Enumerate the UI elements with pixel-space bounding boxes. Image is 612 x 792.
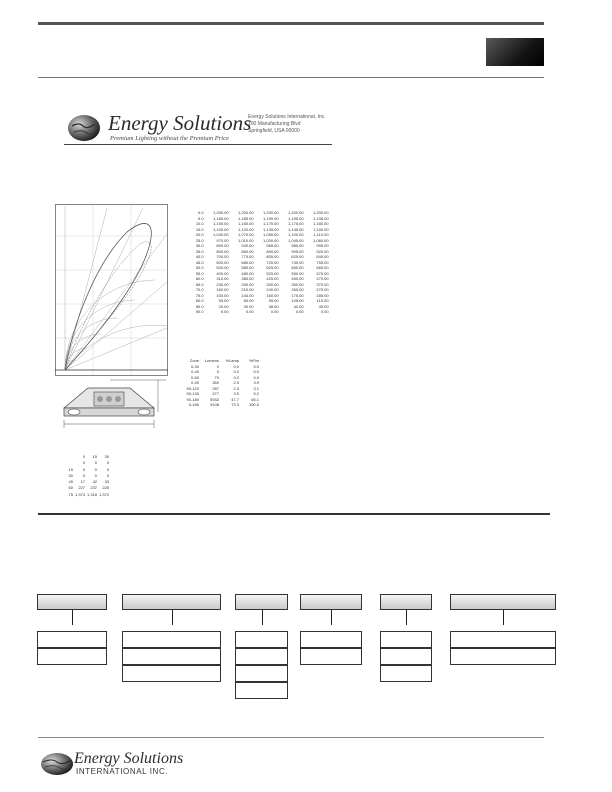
banner-tagline: Premium Lighting without the Premium Price — [110, 135, 229, 142]
table-cell: 1,040.00 — [213, 232, 229, 237]
table-cell: 665.00 — [316, 265, 329, 270]
table-cell: 0.00 — [270, 309, 279, 314]
table-cell: 680.00 — [241, 259, 254, 265]
table-cell: 0-90 — [190, 380, 199, 385]
ordering-connector — [331, 610, 332, 625]
ordering-option-box — [235, 682, 288, 699]
table-cell: 100.00 — [216, 292, 229, 298]
table-cell: 65.0 — [195, 281, 204, 287]
table-cell: 1,190.00 — [263, 215, 279, 221]
table-cell: 90.0 — [195, 309, 204, 314]
table-cell: 75 — [68, 491, 73, 497]
table-cell: 1,195.00 — [288, 215, 304, 221]
table-cell: 50.0 — [195, 265, 204, 270]
table-header-cell: %Fixt — [249, 358, 259, 363]
banner-address-line: Springfield, USA 00000 — [248, 128, 300, 134]
table-cell: 500.00 — [216, 265, 229, 270]
table-cell: 0.00 — [220, 309, 229, 314]
table-cell: 0.00 — [295, 309, 304, 314]
table-cell: 580.00 — [241, 265, 254, 270]
table-cell: 770.00 — [241, 254, 254, 259]
ordering-option-box — [122, 665, 221, 682]
table-cell: 60 — [68, 485, 73, 491]
table-cell: 5.2 — [253, 391, 259, 396]
table-cell: 0 — [106, 460, 110, 466]
table-cell: 0.00 — [245, 309, 254, 314]
ordering-option-box — [235, 631, 288, 648]
table-cell: 210.00 — [241, 287, 254, 292]
table-cell: 720.00 — [266, 259, 279, 265]
table-cell: 70.0 — [195, 287, 204, 292]
table-header-cell: 0 — [82, 454, 86, 459]
table-cell: 700.00 — [216, 254, 229, 259]
table-cell: 0 — [94, 472, 98, 478]
table-cell: 1,110.00 — [313, 232, 329, 237]
table-cell: 30 — [68, 472, 73, 478]
table-cell: 5932 — [210, 396, 219, 402]
globe-logo-icon — [67, 114, 101, 142]
fixture-section-drawing — [58, 378, 166, 430]
table-cell: 110.00 — [316, 298, 329, 303]
header-rule — [38, 77, 544, 78]
table-cell: 20.0 — [195, 232, 204, 237]
table-cell: 890.00 — [216, 243, 229, 248]
polar-candela-diagram — [55, 204, 168, 376]
table-cell: 90-130 — [186, 391, 199, 396]
table-cell: 0 — [216, 369, 219, 374]
table-cell: 1,120.00 — [238, 226, 254, 232]
ordering-option-box — [37, 648, 107, 665]
table-cell: 740.00 — [291, 259, 304, 265]
table-cell: 860.00 — [241, 248, 254, 254]
table-cell: 1,318 — [87, 491, 98, 497]
ordering-option-box — [235, 665, 288, 682]
table-cell: 45 — [68, 479, 73, 485]
section-rule — [38, 513, 550, 515]
table-cell: 1,070.00 — [238, 232, 254, 237]
table-cell: 477 — [212, 391, 219, 396]
table-cell: 35.0 — [195, 248, 204, 254]
table-cell: 0 — [94, 466, 98, 472]
footer-rule — [38, 737, 544, 738]
table-cell: 0-40 — [190, 369, 199, 374]
table-cell: 1,175.00 — [288, 221, 304, 226]
table-cell: 1,030.00 — [263, 237, 279, 243]
table-cell: 45.00 — [318, 303, 329, 309]
table-cell: 47.7 — [231, 396, 239, 402]
table-header-cell: Zone — [189, 358, 199, 363]
table-cell: 185.00 — [316, 292, 329, 298]
table-cell: 175.00 — [291, 292, 304, 298]
table-cell: 0.0 — [233, 374, 239, 380]
table-cell: 42.00 — [293, 303, 304, 309]
ordering-connector — [172, 610, 173, 625]
table-cell: 140.00 — [241, 292, 254, 298]
table-cell: 1,160.00 — [238, 221, 254, 226]
cone-of-light-table — [62, 454, 110, 498]
table-cell: 287 — [212, 385, 219, 391]
table-cell: 1,145.00 — [288, 226, 304, 232]
table-cell: 650.00 — [291, 265, 304, 270]
table-cell: 600.00 — [216, 259, 229, 265]
table-cell: 970.00 — [216, 237, 229, 243]
table-cell: 5.0 — [198, 215, 204, 221]
table-cell: 1,180.00 — [213, 215, 229, 221]
table-cell: 237 — [90, 485, 98, 491]
table-cell: 73.3 — [231, 402, 239, 407]
table-cell: 160.00 — [266, 292, 279, 298]
table-cell: 1,090.00 — [263, 232, 279, 237]
ordering-option-box — [300, 648, 362, 665]
table-cell: 240.00 — [266, 287, 279, 292]
ordering-option-box — [380, 648, 432, 665]
table-cell: 1,198.00 — [313, 215, 329, 221]
table-cell: 55.00 — [218, 298, 229, 303]
table-cell: 1,100.00 — [288, 232, 304, 237]
table-row — [180, 309, 330, 315]
ordering-connector — [262, 610, 263, 625]
table-cell: 10.0 — [195, 221, 204, 226]
table-cell: 227 — [78, 485, 86, 491]
table-cell: 17 — [80, 479, 86, 485]
table-cell: 85.0 — [195, 303, 204, 309]
table-cell: 3.9 — [233, 391, 239, 396]
table-cell: 1,100.00 — [213, 226, 229, 232]
table-header-cell: 15 — [92, 454, 98, 459]
table-cell: 0 — [106, 466, 110, 472]
table-cell: 0.0 — [253, 363, 259, 369]
table-cell: 3.1 — [253, 385, 259, 391]
table-cell: 160.00 — [216, 287, 229, 292]
ordering-category-header — [450, 594, 556, 610]
candela-table — [180, 210, 330, 315]
table-cell: 0.00 — [320, 309, 329, 314]
table-cell: 2.3 — [233, 385, 239, 391]
banner-address-line: Energy Solutions International, Inc. — [248, 114, 326, 120]
table-cell: 40.0 — [195, 254, 204, 259]
ordering-connector — [406, 610, 407, 625]
table-cell: 90-120 — [186, 385, 199, 391]
table-cell: 75.0 — [195, 292, 204, 298]
banner-address — [248, 114, 326, 135]
table-cell: 0.0 — [233, 369, 239, 374]
table-cell: 450.00 — [291, 276, 304, 281]
table-cell: 550.00 — [291, 270, 304, 276]
ordering-category-header — [380, 594, 432, 610]
table-row — [62, 492, 110, 498]
table-cell: 0.0 — [253, 369, 259, 374]
table-cell: 30.00 — [243, 303, 254, 309]
table-cell: 260.00 — [291, 287, 304, 292]
table-cell: 1,372 — [99, 491, 110, 497]
ordering-category-header — [37, 594, 107, 610]
table-cell: 805.00 — [266, 254, 279, 259]
table-cell: 0-180 — [188, 402, 199, 407]
table-cell: 800.00 — [216, 248, 229, 254]
table-header-cell: %Lamp — [225, 358, 239, 363]
table-cell: 1,150.00 — [213, 221, 229, 226]
table-cell: 70 — [214, 374, 219, 380]
table-cell: 55.0 — [195, 270, 204, 276]
ordering-option-box — [380, 631, 432, 648]
table-cell: 225 — [102, 485, 110, 491]
table-cell: 965.00 — [266, 243, 279, 248]
table-cell: 30.0 — [195, 243, 204, 248]
table-cell: 1,135.00 — [263, 226, 279, 232]
table-cell: 940.00 — [241, 243, 254, 248]
table-cell: 310.00 — [216, 276, 229, 281]
ordering-category-header — [235, 594, 288, 610]
ordering-connector — [72, 610, 73, 625]
table-cell: 100.0 — [248, 402, 259, 407]
table-header-cell: Lumens — [204, 358, 219, 363]
ordering-option-box — [450, 631, 556, 648]
ordering-option-box — [380, 665, 432, 682]
table-cell: 90-180 — [186, 396, 199, 402]
table-cell: 105.00 — [291, 298, 304, 303]
table-cell: 380.00 — [241, 276, 254, 281]
table-cell: 995.00 — [316, 243, 329, 248]
banner-address-line: 100 Manufacturing Blvd — [248, 121, 301, 127]
table-cell: 0-30 — [190, 363, 199, 369]
table-cell: 1,060.00 — [313, 237, 329, 243]
table-cell: 65.1 — [251, 396, 259, 402]
table-cell: 0 — [216, 363, 219, 369]
table-cell: 1,374 — [75, 491, 86, 497]
table-cell: 570.00 — [316, 270, 329, 276]
table-cell: 0 — [94, 460, 98, 466]
table-cell: 525.00 — [266, 270, 279, 276]
table-row — [180, 402, 260, 408]
table-cell: 1,200.00 — [288, 210, 304, 215]
table-cell: 350 — [212, 380, 219, 385]
table-cell: 33 — [104, 479, 110, 485]
table-cell: 425.00 — [266, 276, 279, 281]
table-cell: 470.00 — [316, 276, 329, 281]
table-cell: 38.00 — [268, 303, 279, 309]
table-cell: 0 — [82, 466, 86, 472]
zonal-lumen-table — [180, 358, 260, 408]
ordering-category-header — [300, 594, 362, 610]
table-cell: 275.00 — [316, 287, 329, 292]
table-cell: 625.00 — [266, 265, 279, 270]
table-cell: 15.0 — [195, 226, 204, 232]
table-cell: 80.00 — [243, 298, 254, 303]
table-cell: 0 — [82, 472, 86, 478]
footer-company-subtitle: INTERNATIONAL INC. — [76, 767, 169, 776]
table-cell: 45.0 — [195, 259, 204, 265]
ordering-connector — [503, 610, 504, 625]
table-cell: 0.0 — [233, 363, 239, 369]
table-cell: 42 — [92, 479, 98, 485]
table-cell: 1,180.00 — [313, 221, 329, 226]
table-cell: 350.00 — [291, 281, 304, 287]
table-cell: 15 — [68, 466, 73, 472]
table-cell: 290.00 — [241, 281, 254, 287]
table-cell: 1,200.00 — [213, 210, 229, 215]
table-cell: 1,185.00 — [238, 215, 254, 221]
table-cell: 1,200.00 — [238, 210, 254, 215]
ordering-category-header — [122, 594, 221, 610]
table-cell: 25.0 — [195, 237, 204, 243]
ordering-option-box — [37, 631, 107, 648]
table-cell: 0-60 — [190, 374, 199, 380]
top-rule — [38, 22, 544, 25]
table-cell: 905.00 — [291, 248, 304, 254]
footer-globe-icon — [40, 752, 76, 776]
table-cell: 9108 — [210, 402, 219, 407]
table-cell: 825.00 — [291, 254, 304, 259]
header-dark-box — [486, 38, 544, 66]
table-cell: 1,200.00 — [313, 210, 329, 215]
table-header-cell: 30 — [104, 454, 110, 459]
table-cell: 0 — [82, 460, 86, 466]
ordering-option-box — [300, 631, 362, 648]
table-cell: 60.0 — [195, 276, 204, 281]
table-cell: 1,170.00 — [263, 221, 279, 226]
table-cell: 1,010.00 — [238, 237, 254, 243]
ordering-option-box — [235, 648, 288, 665]
table-cell: 2.9 — [233, 380, 239, 385]
ordering-option-box — [122, 631, 221, 648]
table-cell: 400.00 — [216, 270, 229, 276]
table-cell: 755.00 — [316, 259, 329, 265]
table-cell: 0.0 — [253, 374, 259, 380]
table-cell: 920.00 — [316, 248, 329, 254]
ordering-option-box — [122, 648, 221, 665]
banner-underline — [64, 144, 332, 145]
table-cell: 95.00 — [268, 298, 279, 303]
table-cell: 80.0 — [195, 298, 204, 303]
table-cell: 890.00 — [266, 248, 279, 254]
table-cell: 980.00 — [291, 243, 304, 248]
ordering-option-box — [450, 648, 556, 665]
table-cell: 480.00 — [241, 270, 254, 276]
banner-company-name: Energy Solutions — [108, 111, 252, 135]
table-cell: 840.00 — [316, 254, 329, 259]
table-cell: 1,150.00 — [313, 226, 329, 232]
table-cell: 330.00 — [266, 281, 279, 287]
table-cell: 370.00 — [316, 281, 329, 287]
company-banner — [64, 108, 332, 146]
table-cell: 230.00 — [216, 281, 229, 287]
table-cell: 0.0 — [198, 210, 204, 215]
table-cell: 1,200.00 — [263, 210, 279, 215]
table-cell: 0 — [106, 472, 110, 478]
table-cell: 1,045.00 — [288, 237, 304, 243]
footer-company-name: Energy Solutions — [74, 750, 184, 767]
table-cell: 20.00 — [218, 303, 229, 309]
table-cell: 3.9 — [253, 380, 259, 385]
